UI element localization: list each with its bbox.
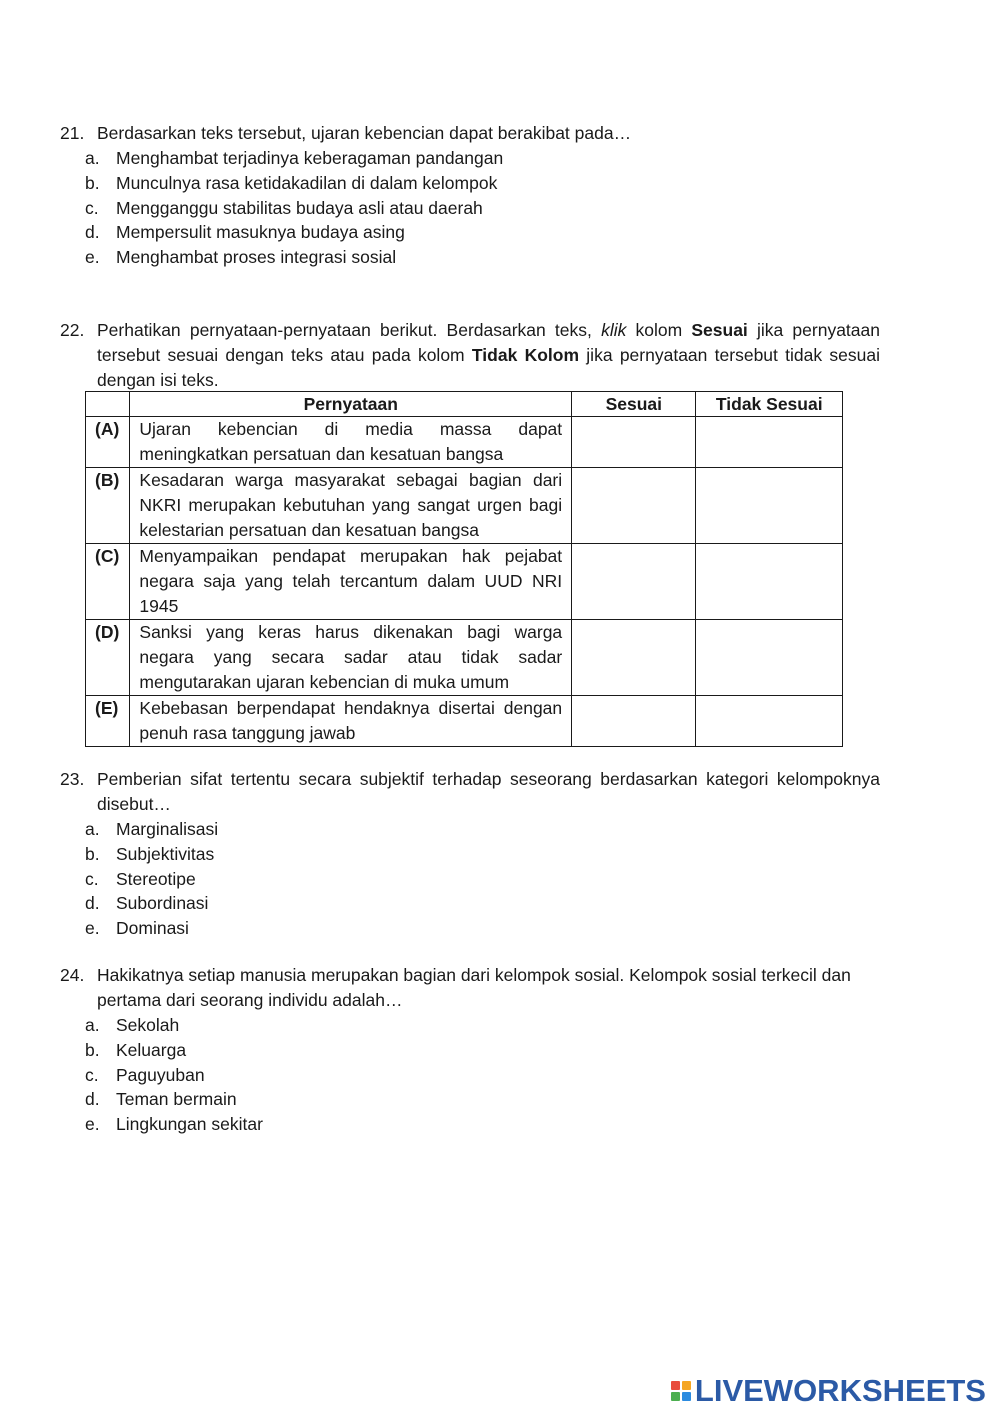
option-d[interactable] [85, 891, 880, 916]
option-letter: a. [85, 819, 100, 839]
option-text: Dominasi [116, 918, 189, 939]
option-text: Subjektivitas [116, 843, 215, 864]
option-text: Keluarga [116, 1039, 187, 1060]
question-number: 22. [60, 320, 85, 340]
header-tidak-sesuai: Tidak Sesuai [696, 392, 843, 417]
table-header-row [86, 392, 843, 417]
option-letter: e. [85, 918, 100, 939]
option-letter: a. [85, 148, 100, 168]
option-text: Mempersulit masuknya budaya asing [116, 222, 405, 243]
row-statement: Kesadaran warga masyarakat sebagai bagian dari NKRI merupakan kebutuhan yang sangat urgen bagi kelestarian persatuan dan kesatuan bangsa [130, 468, 572, 544]
table-row [86, 468, 843, 544]
row-label: (A) [86, 417, 130, 468]
sesuai-cell[interactable] [572, 417, 696, 468]
option-a[interactable] [85, 146, 880, 171]
row-label: (D) [86, 620, 130, 696]
option-text: Lingkungan sekitar [116, 1114, 263, 1135]
option-letter: a. [85, 1015, 100, 1035]
option-letter: d. [85, 1089, 100, 1110]
option-text: Menghambat terjadinya keberagaman pandangan [116, 148, 504, 168]
tidak-sesuai-cell[interactable] [696, 620, 843, 696]
row-label: (E) [86, 696, 130, 747]
row-label: (B) [86, 468, 130, 544]
option-d[interactable] [85, 1087, 880, 1112]
row-label: (C) [86, 544, 130, 620]
option-text: Menghambat proses integrasi sosial [116, 247, 397, 268]
intro-tidak-kolom: Tidak Kolom [471, 345, 580, 365]
option-text: Sekolah [116, 1015, 180, 1035]
option-a[interactable] [85, 817, 880, 842]
question-text: Pemberian sifat tertentu secara subjektif terhadap seseorang berdasarkan kategori kelompoknya disebut… [97, 769, 880, 814]
tidak-sesuai-cell[interactable] [696, 544, 843, 620]
tidak-sesuai-cell[interactable] [696, 468, 843, 544]
header-label [86, 392, 130, 417]
question-number: 23. [60, 769, 85, 789]
option-list [60, 1013, 880, 1137]
option-text: Munculnya rasa ketidakadilan di dalam kelompok [116, 172, 498, 193]
sesuai-cell[interactable] [572, 696, 696, 747]
row-statement: Sanksi yang keras harus dikenakan bagi warga negara yang secara sadar atau tidak sadar mengutarakan ujaran kebencian di muka umum [130, 620, 572, 696]
option-text: Mengganggu stabilitas budaya asli atau daerah [116, 197, 483, 218]
option-text: Stereotipe [116, 868, 196, 889]
option-a[interactable] [85, 1013, 880, 1038]
table-row [86, 696, 843, 747]
option-e[interactable] [85, 916, 880, 941]
row-statement: Menyampaikan pendapat merupakan hak pejabat negara saja yang telah tercantum dalam UUD NRI 1945 [130, 544, 572, 620]
option-letter: b. [85, 172, 100, 193]
option-b[interactable] [85, 842, 880, 867]
option-text: Paguyuban [116, 1064, 205, 1085]
intro-part-2: kolom [626, 320, 692, 340]
row-statement: Ujaran kebencian di media massa dapat meningkatkan persatuan dan kesatuan bangsa [130, 417, 572, 468]
tidak-sesuai-cell[interactable] [696, 696, 843, 747]
option-b[interactable] [85, 1038, 880, 1063]
question-text: Hakikatnya setiap manusia merupakan bagian dari kelompok sosial. Kelompok sosial terkecil dan pertama dari seorang individu adalah… [97, 965, 851, 1010]
option-letter: b. [85, 1039, 100, 1060]
table-row [86, 417, 843, 468]
question-text [97, 318, 880, 393]
option-c[interactable] [85, 1063, 880, 1088]
option-d[interactable] [85, 220, 880, 245]
row-statement: Kebebasan berpendapat hendaknya disertai dengan penuh rasa tanggung jawab [130, 696, 572, 747]
option-e[interactable] [85, 245, 880, 270]
logo-text: LIVEWORKSHEETS [694, 1373, 986, 1408]
question-24 [60, 963, 880, 1137]
option-text: Marginalisasi [116, 819, 219, 839]
question-21 [60, 121, 880, 270]
option-letter: b. [85, 843, 100, 864]
option-text: Teman bermain [116, 1089, 237, 1110]
header-sesuai: Sesuai [572, 392, 696, 417]
question-23 [60, 767, 880, 941]
liveworksheets-logo [671, 1373, 986, 1409]
question-number: 24. [60, 965, 85, 985]
intro-sesuai: Sesuai [691, 320, 748, 340]
option-letter: d. [85, 893, 100, 914]
question-22 [60, 318, 880, 393]
option-c[interactable] [85, 196, 880, 221]
liveworksheets-logo-icon [671, 1381, 691, 1401]
table-row [86, 620, 843, 696]
option-b[interactable] [85, 171, 880, 196]
sesuai-cell[interactable] [572, 468, 696, 544]
option-letter: c. [85, 868, 99, 889]
option-e[interactable] [85, 1112, 880, 1137]
intro-part-3: jika pernyataan tersebut sesuai dengan teks atau pada kolom [97, 320, 880, 365]
option-letter: e. [85, 1114, 100, 1135]
option-list [60, 817, 880, 941]
header-statement: Pernyataan [130, 392, 572, 417]
table-row [86, 544, 843, 620]
intro-klik: klik [601, 320, 627, 340]
sesuai-cell[interactable] [572, 544, 696, 620]
option-c[interactable] [85, 867, 880, 892]
option-letter: e. [85, 247, 100, 268]
option-text: Subordinasi [116, 893, 209, 914]
question-number: 21. [60, 123, 85, 143]
option-letter: c. [85, 197, 99, 218]
tidak-sesuai-cell[interactable] [696, 417, 843, 468]
option-letter: c. [85, 1064, 99, 1085]
intro-part-1: Perhatikan pernyataan-pernyataan berikut. Berdasarkan teks, [97, 320, 602, 340]
option-list [60, 146, 880, 270]
option-letter: d. [85, 222, 100, 243]
sesuai-cell[interactable] [572, 620, 696, 696]
statement-table [85, 391, 843, 747]
intro-part-4: jika pernyataan tersebut tidak sesuai dengan isi teks. [97, 345, 880, 390]
question-text: Berdasarkan teks tersebut, ujaran kebencian dapat berakibat pada… [97, 123, 632, 143]
